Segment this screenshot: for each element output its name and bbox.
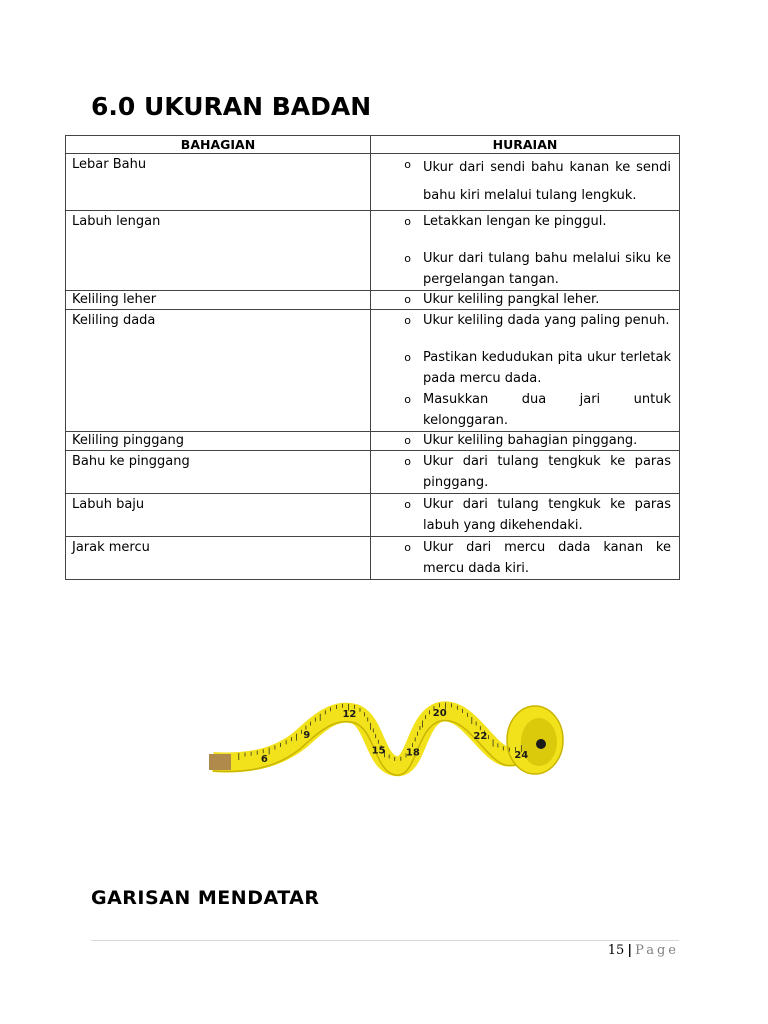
page-number-separator: |: [627, 943, 633, 958]
row-description: [371, 291, 680, 310]
tape-number: 9: [303, 730, 311, 742]
row-description: [371, 451, 680, 494]
table-row: [66, 291, 680, 310]
column-header-bahagian: BAHAGIAN: [66, 136, 371, 154]
tape-number: 15: [371, 745, 386, 757]
table-row: [66, 451, 680, 494]
row-description: [371, 494, 680, 537]
table-row: [66, 494, 680, 537]
bullet-icon: o: [404, 351, 411, 364]
tape-number: 20: [432, 708, 447, 720]
row-part: Labuh lengan: [66, 211, 371, 291]
measurement-table: [65, 135, 680, 580]
bullet-icon: o: [404, 215, 411, 228]
page-number-value: 15: [607, 943, 625, 958]
bullet-icon: o: [404, 314, 411, 327]
section-heading: GARISAN MENDATAR: [91, 887, 320, 909]
table-row: [66, 537, 680, 580]
description-point: o Ukur dari tulang tengkuk ke paras labuh yang dikehendaki.: [371, 494, 671, 536]
row-part: Keliling dada: [66, 310, 371, 432]
row-part: Bahu ke pinggang: [66, 451, 371, 494]
table-row: [66, 432, 680, 451]
row-part: Jarak mercu: [66, 537, 371, 580]
description-point: o Letakkan lengan ke pinggul.: [371, 211, 671, 232]
page-number: [608, 943, 679, 958]
bullet-icon: o: [404, 158, 411, 171]
row-description: [371, 432, 680, 451]
row-description: [371, 211, 680, 291]
table-row: [66, 154, 680, 211]
bullet-icon: o: [404, 293, 411, 306]
description-point: o Ukur keliling dada yang paling penuh.: [371, 310, 671, 331]
description-point: o Ukur dari sendi bahu kanan ke sendi bahu kiri melalui tulang lengkuk.: [371, 154, 671, 210]
page-title: 6.0 UKURAN BADAN: [91, 92, 372, 121]
description-point: o Pastikan kedudukan pita ukur terletak pada mercu dada.: [371, 347, 671, 389]
table-row: [66, 211, 680, 291]
description-point: o Ukur dari mercu dada kanan ke mercu dada kiri.: [371, 537, 671, 579]
tape-number: 12: [342, 708, 357, 720]
tape-number: 6: [260, 753, 268, 765]
row-description: [371, 537, 680, 580]
tape-number: 24: [514, 750, 529, 762]
measuring-tape-image: [205, 700, 570, 780]
bullet-icon: o: [404, 455, 411, 468]
column-header-huraian: HURAIAN: [371, 136, 680, 154]
footer-divider: [91, 940, 679, 941]
tape-number: 22: [473, 731, 488, 743]
description-point: o Ukur keliling pangkal leher.: [371, 291, 671, 309]
row-description: [371, 310, 680, 432]
bullet-icon: o: [404, 434, 411, 447]
description-point: o Ukur dari tulang tengkuk ke paras pinggang.: [371, 451, 671, 493]
bullet-icon: o: [404, 393, 411, 406]
bullet-icon: o: [404, 541, 411, 554]
page-number-label: Page: [635, 943, 679, 958]
row-description: [371, 154, 680, 211]
table-row: [66, 310, 680, 432]
description-point: o Ukur dari tulang bahu melalui siku ke pergelangan tangan.: [371, 248, 671, 290]
description-point: o Masukkan dua jari untuk kelonggaran.: [371, 389, 671, 431]
description-point: o Ukur keliling bahagian pinggang.: [371, 432, 671, 450]
row-part: Labuh baju: [66, 494, 371, 537]
tape-end-tab: [209, 754, 231, 770]
row-part: Keliling leher: [66, 291, 371, 310]
tape-number: 18: [405, 747, 420, 759]
bullet-icon: o: [404, 252, 411, 265]
row-part: Lebar Bahu: [66, 154, 371, 211]
bullet-icon: o: [404, 498, 411, 511]
tape-roll-hole: [536, 739, 546, 749]
table-header-row: [66, 136, 680, 154]
row-part: Keliling pinggang: [66, 432, 371, 451]
